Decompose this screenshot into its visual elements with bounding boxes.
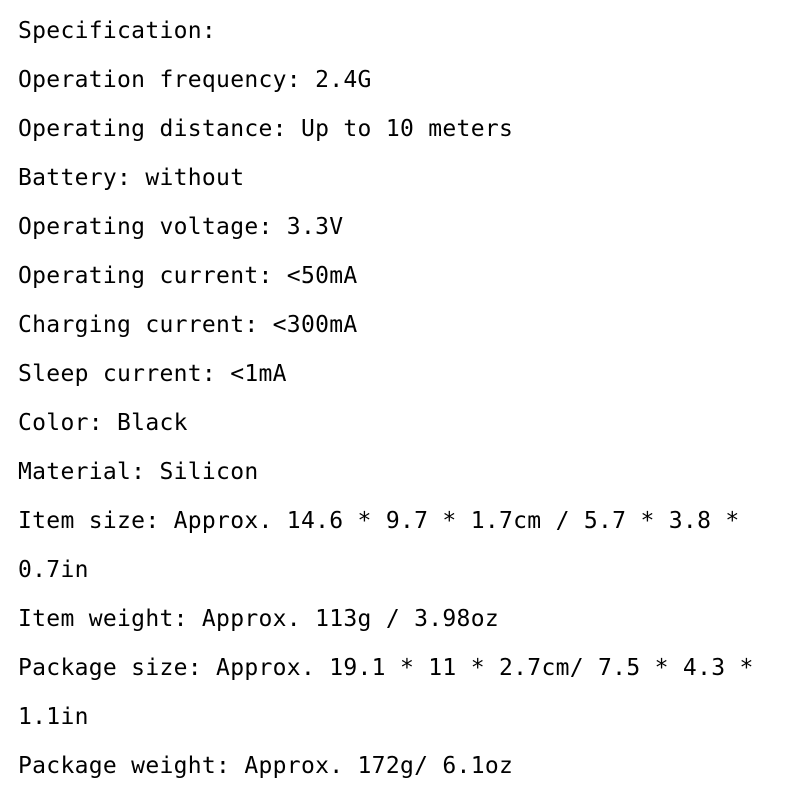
spec-operating-voltage: Operating voltage: 3.3V (18, 214, 344, 240)
spec-charging-current: Charging current: <300mA (18, 312, 358, 338)
spec-item-weight: Item weight: Approx. 113g / 3.98oz (18, 606, 500, 632)
spec-sleep-current: Sleep current: <1mA (18, 361, 287, 387)
spec-color: Color: Black (18, 410, 188, 436)
spec-heading: Specification: (18, 18, 217, 44)
spec-material: Material: Silicon (18, 459, 259, 485)
spec-item-size: Item size: Approx. 14.6 * 9.7 * 1.7cm / 5.7 * 3.8 * (18, 508, 740, 534)
spec-package-size-continued: 1.1in (18, 704, 89, 730)
spec-item-size-continued: 0.7in (18, 557, 89, 583)
spec-operating-current: Operating current: <50mA (18, 263, 358, 289)
spec-operating-distance: Operating distance: Up to 10 meters (18, 116, 514, 142)
spec-operation-frequency: Operation frequency: 2.4G (18, 67, 372, 93)
specification-text (18, 7, 788, 791)
spec-package-size: Package size: Approx. 19.1 * 11 * 2.7cm/ 7.5 * 4.3 * (18, 655, 754, 681)
spec-package-weight: Package weight: Approx. 172g/ 6.1oz (18, 753, 514, 779)
spec-battery: Battery: without (18, 165, 245, 191)
